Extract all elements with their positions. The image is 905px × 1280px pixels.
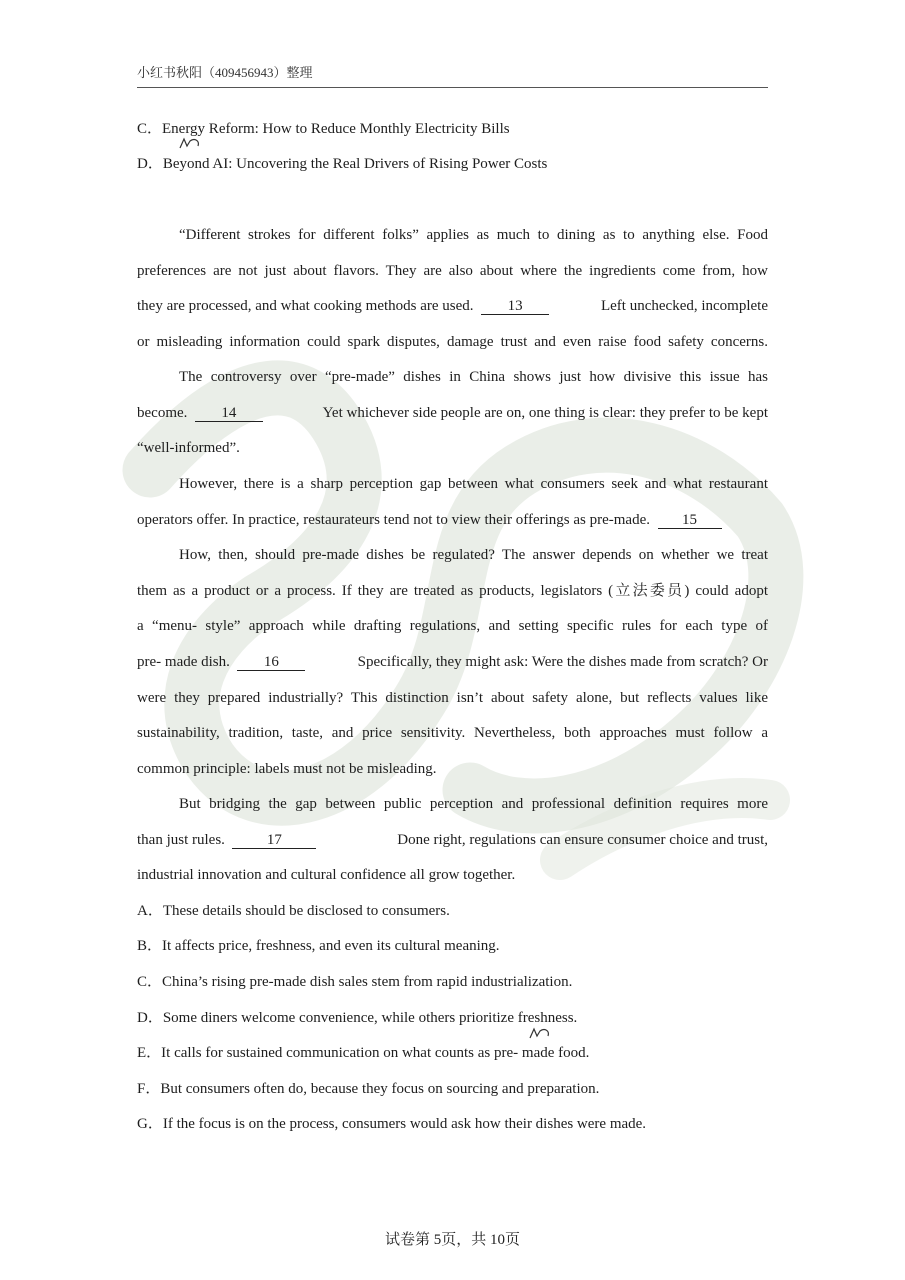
option-text: If the focus is on the process, consumers would ask how their dishes were made. xyxy=(162,1116,647,1132)
passage-line xyxy=(137,652,768,672)
passage-line: However, there is a sharp perception gap between what consumers seek and what restaurant xyxy=(179,476,768,492)
option-letter: E． xyxy=(137,1045,162,1061)
blank-13[interactable]: 13 xyxy=(481,298,549,315)
blank-14[interactable]: 14 xyxy=(195,405,263,422)
passage-line: How, then, should pre-made dishes be regulated? The answer depends on whether we treat xyxy=(179,547,768,563)
passage-text: Left unchecked, incomplete xyxy=(600,298,768,314)
option-letter: D． xyxy=(137,156,163,172)
passage-line: common principle: labels must not be misleading. xyxy=(137,761,437,777)
passage-line xyxy=(137,296,768,316)
option-f xyxy=(137,1079,599,1099)
option-e xyxy=(137,1043,589,1063)
passage-line: or misleading information could spark disputes, damage trust and even raise food safety concerns. xyxy=(137,334,768,350)
passage-text: they are processed, and what cooking methods are used. xyxy=(137,298,474,314)
passage-line: them as a product or a process. If they are treated as products, legislators (立法委员) could adopt xyxy=(137,583,768,599)
passage-text: operators offer. In practice, restaurateurs tend not to view their offerings as pre-made. xyxy=(137,512,650,528)
passage-text: Done right, regulations can ensure consumer choice and trust, xyxy=(397,832,768,848)
option-letter: C． xyxy=(137,974,163,990)
option-text: Some diners welcome convenience, while others prioritize freshness. xyxy=(162,1010,578,1026)
option-letter: A． xyxy=(137,903,163,919)
option-a xyxy=(137,901,450,921)
option-letter: C． xyxy=(137,121,163,137)
passage-line: a “menu- style” approach while drafting regulations, and setting specific rules for each type of xyxy=(137,618,768,634)
option-letter: G． xyxy=(137,1116,163,1132)
option-text: China’s rising pre-made dish sales stem from rapid industrialization. xyxy=(162,974,573,990)
passage-line xyxy=(137,510,768,530)
blank-16[interactable]: 16 xyxy=(237,654,305,671)
passage-line: preferences are not just about flavors. They are also about where the ingredients come from, how xyxy=(137,263,768,279)
option-text: It affects price, freshness, and even its cultural meaning. xyxy=(162,938,500,954)
pen-mark-icon xyxy=(178,136,204,152)
option-text: Beyond AI: Uncovering the Real Drivers of Rising Power Costs xyxy=(162,156,548,172)
passage-text: Yet whichever side people are on, one thing is clear: they prefer to be kept xyxy=(322,405,768,421)
passage-text: Specifically, they might ask: Were the dishes made from scratch? Or xyxy=(357,654,768,670)
passage-line: The controversy over “pre-made” dishes in China shows just how divisive this issue has xyxy=(179,369,768,385)
passage-line: were they prepared industrially? This distinction isn’t about safety alone, but reflects values like xyxy=(137,690,768,706)
passage-text: pre- made dish. xyxy=(137,654,230,670)
page-footer: 试卷第 5页，共 10页 xyxy=(384,1232,520,1248)
option-g xyxy=(137,1114,646,1134)
prev-option-d xyxy=(137,154,547,174)
option-b xyxy=(137,936,500,956)
passage-line: “well-informed”. xyxy=(137,440,240,456)
passage-line: But bridging the gap between public perception and professional definition requires more xyxy=(179,796,768,812)
blank-15[interactable]: 15 xyxy=(658,512,722,529)
passage-line: “Different strokes for different folks” applies as much to dining as to anything else. Food xyxy=(179,227,768,243)
passage-line: sustainability, tradition, taste, and price sensitivity. Nevertheless, both approaches must follow a xyxy=(137,725,768,741)
blank-17[interactable]: 17 xyxy=(232,832,316,849)
passage-line xyxy=(137,403,768,423)
option-text: Energy Reform: How to Reduce Monthly Electricity Bills xyxy=(162,121,510,137)
option-c xyxy=(137,972,572,992)
passage-line xyxy=(137,830,768,850)
page-header: 小红书秋阳（409456943）整理 xyxy=(137,62,768,88)
pen-mark-icon xyxy=(528,1026,554,1042)
passage-text: than just rules. xyxy=(137,832,225,848)
option-letter: F． xyxy=(137,1081,161,1097)
option-d xyxy=(137,1008,577,1028)
option-letter: B． xyxy=(137,938,163,954)
option-text: It calls for sustained communication on what counts as pre- made food. xyxy=(161,1045,590,1061)
passage-line: industrial innovation and cultural confidence all grow together. xyxy=(137,867,516,883)
option-letter: D． xyxy=(137,1010,163,1026)
passage-text: become. xyxy=(137,405,188,421)
option-text: These details should be disclosed to consumers. xyxy=(162,903,450,919)
option-text: But consumers often do, because they focus on sourcing and preparation. xyxy=(160,1081,600,1097)
